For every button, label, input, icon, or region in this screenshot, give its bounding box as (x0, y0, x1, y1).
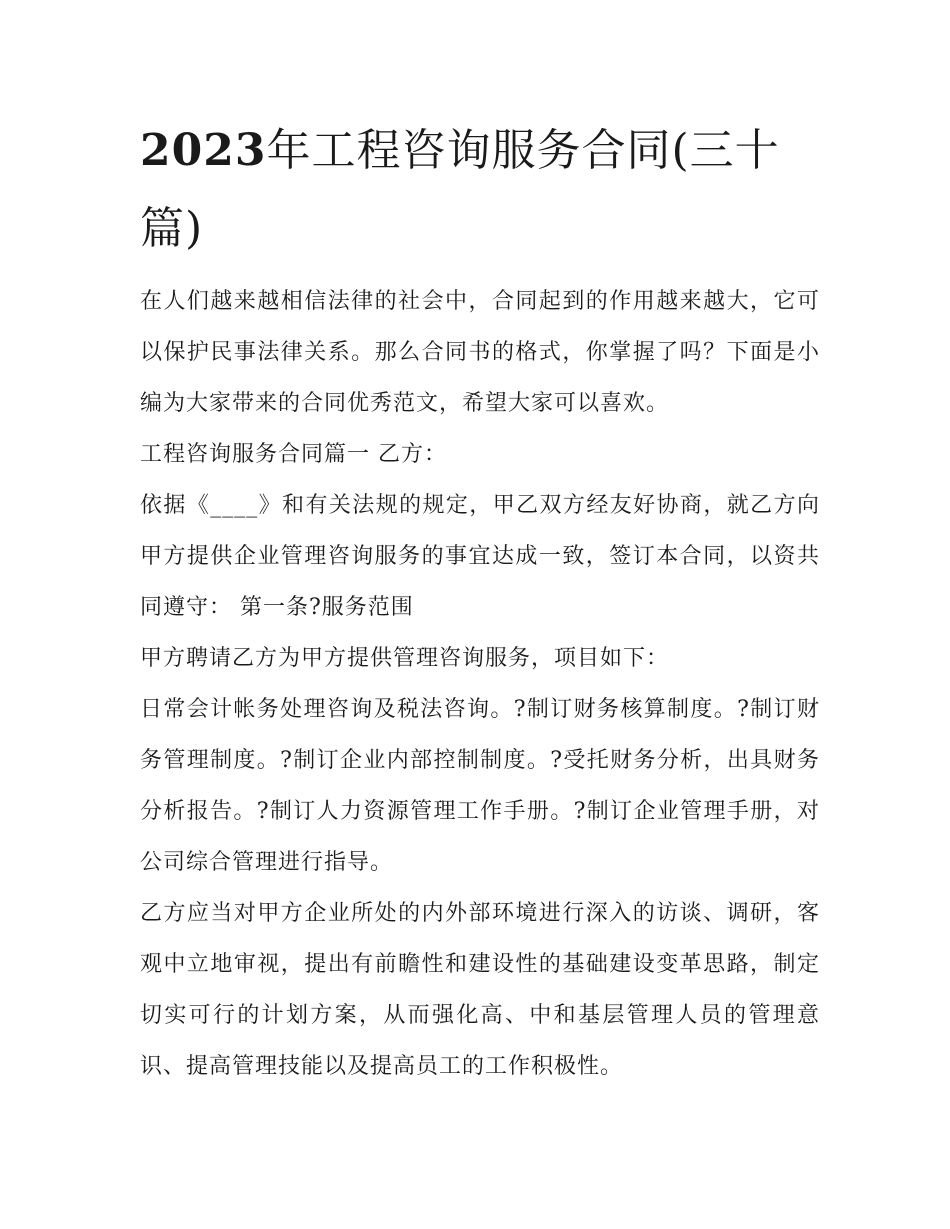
paragraph-service-items: 日常会计帐务处理咨询及税法咨询。?制订财务核算制度。?制订财务管理制度。?制订企业内部控制制度。?受托财务分析，出具财务分析报告。?制订人力资源管理工作手册。?制订企业管理手册，对公司综合管理进行指导。 (140, 697, 820, 875)
paragraph-obligations: 乙方应当对甲方企业所处的内外部环境进行深入的访谈、调研，客观中立地审视，提出有前瞻性和建设性的基础建设变革思路，制定切实可行的计划方案，从而强化高、中和基层管理人员的管理意识、提高管理技能以及提高员工的工作积极性。 (140, 901, 820, 1079)
title-year: 2023 (140, 125, 267, 176)
title-text: 年工程咨询服务合同(三十篇) (140, 125, 780, 254)
document-title (140, 112, 820, 268)
paragraph-basis: 依据《____》和有关法规的规定，甲乙双方经友好协商，就乙方向甲方提供企业管理咨询服务的事宜达成一致，签订本合同，以资共同遵守： 第一条?服务范围 (140, 493, 820, 620)
document-body (140, 276, 820, 1092)
paragraph-intro: 在人们越来越相信法律的社会中，合同起到的作用越来越大，它可以保护民事法律关系。那么合同书的格式，你掌握了吗？下面是小编为大家带来的合同优秀范文，希望大家可以喜欢。 (140, 289, 820, 416)
paragraph-section-heading: 工程咨询服务合同篇一 乙方： (140, 442, 447, 467)
paragraph-engagement: 甲方聘请乙方为甲方提供管理咨询服务，项目如下： (140, 646, 670, 671)
